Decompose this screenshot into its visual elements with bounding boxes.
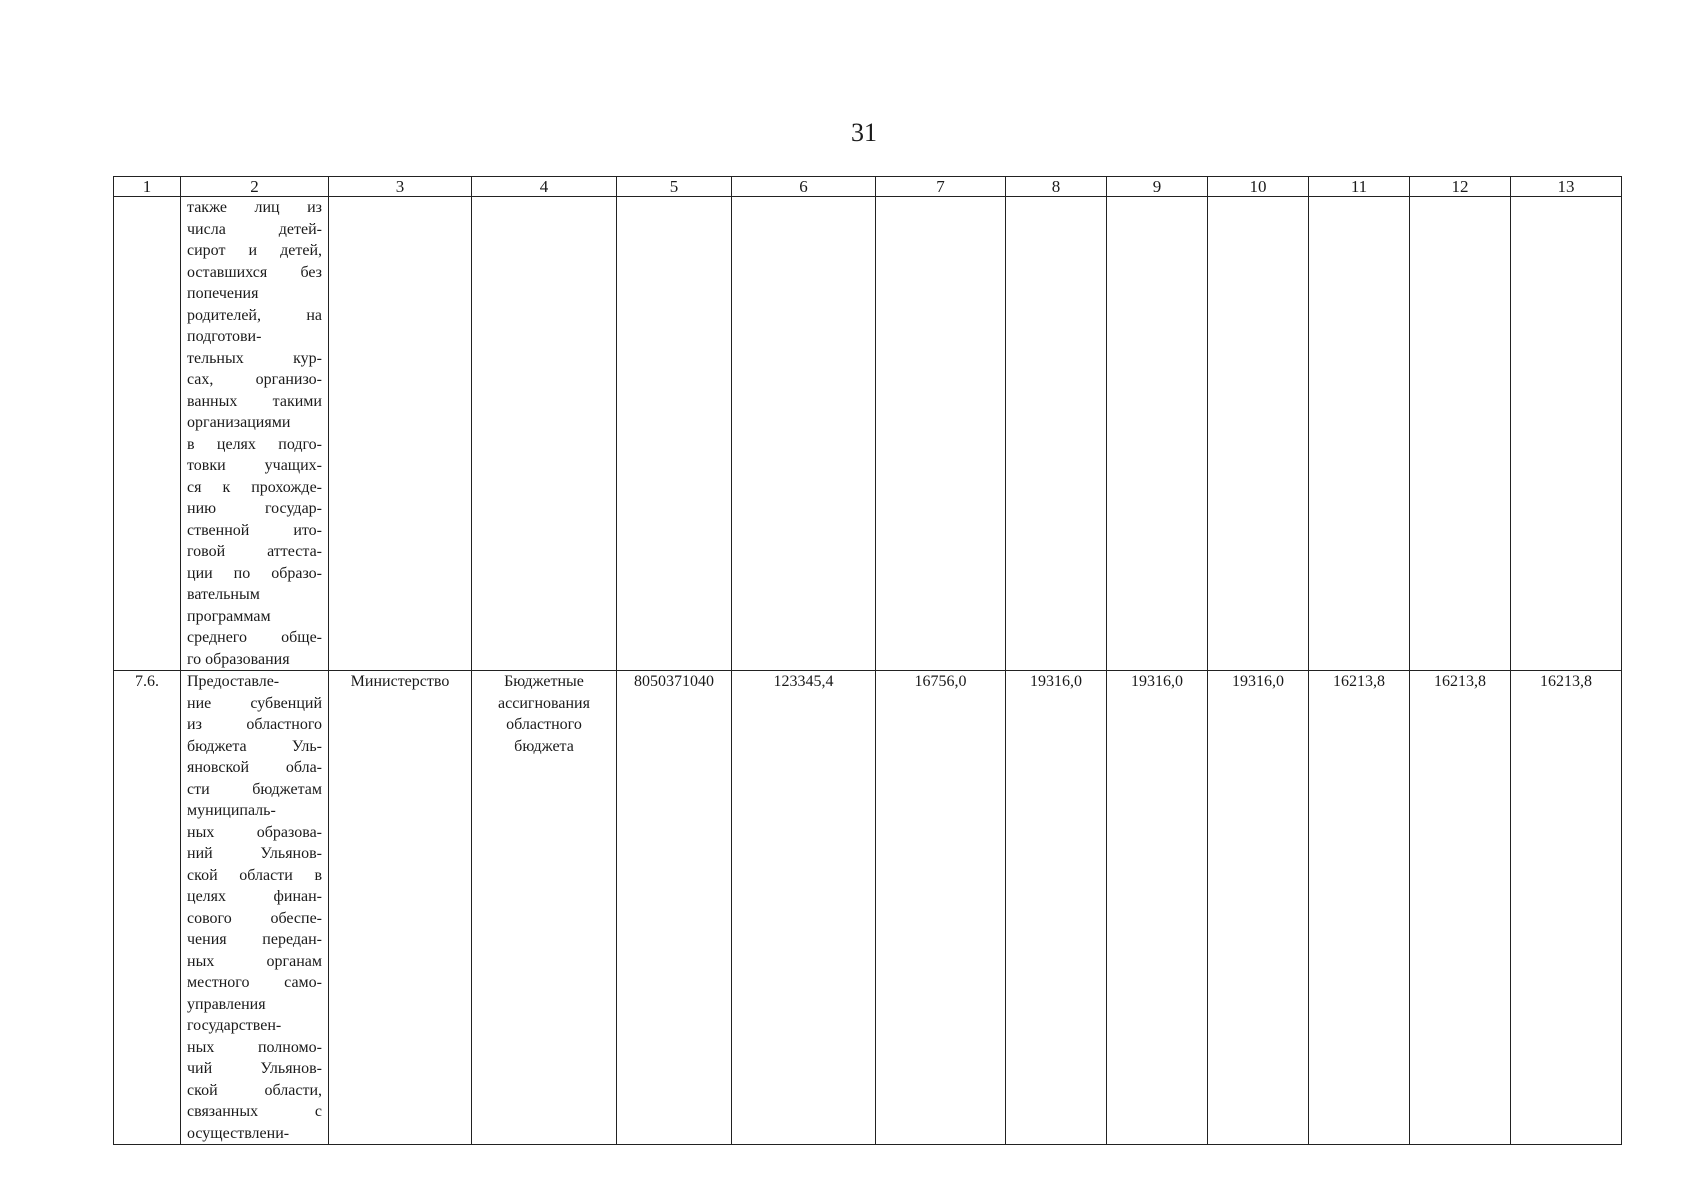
- cell-description: [181, 671, 329, 1145]
- cell-description: [181, 197, 329, 671]
- description-line: программам: [187, 607, 271, 625]
- cell-year-5: [1309, 197, 1410, 671]
- header-col-4: 4: [472, 177, 617, 197]
- description-line: осуществлени-: [187, 1124, 290, 1142]
- table-row-7-6: [114, 671, 1622, 1145]
- header-col-11: 11: [1309, 177, 1410, 197]
- header-col-2: 2: [181, 177, 329, 197]
- header-col-7: 7: [876, 177, 1006, 197]
- description-line: оставшихся без: [187, 263, 322, 281]
- description-line: ных образова-: [187, 823, 322, 841]
- page-number: 31: [851, 118, 877, 147]
- description-line: организациями: [187, 414, 291, 431]
- description-line: ской области,: [187, 1081, 322, 1099]
- description-line: чения передан-: [187, 931, 322, 948]
- description-line: муниципаль-: [187, 802, 276, 819]
- description-line: ных органам: [187, 952, 322, 970]
- cell-source: [472, 671, 617, 1145]
- header-col-10: 10: [1208, 177, 1309, 197]
- source-line: областного: [506, 716, 582, 733]
- description-line: ных полномо-: [187, 1038, 322, 1056]
- cell-year-1: [876, 197, 1006, 671]
- header-col-1: 1: [114, 177, 181, 197]
- description-line: ской области в: [187, 866, 322, 884]
- description-line: ние субвенций: [187, 694, 322, 712]
- cell-year-1: 16756,0: [876, 671, 1006, 1145]
- description-line: ственной ито-: [187, 521, 322, 539]
- description-line: сах, организо-: [187, 371, 322, 388]
- header-col-8: 8: [1006, 177, 1107, 197]
- description-line: сирот и детей,: [187, 242, 322, 259]
- cell-year-6: [1410, 197, 1511, 671]
- table-row-continuation: [114, 197, 1622, 671]
- cell-source: [472, 197, 617, 671]
- source-line: ассигнования: [498, 694, 590, 712]
- cell-executor: Министерство: [329, 671, 472, 1145]
- description-line: ванных такими: [187, 392, 322, 410]
- description-line: ции по образо-: [187, 564, 322, 582]
- description-line: из областного: [187, 716, 322, 733]
- cell-year-4: [1208, 197, 1309, 671]
- description-line: родителей, на: [187, 306, 322, 324]
- header-col-5: 5: [617, 177, 732, 197]
- cell-year-2: 19316,0: [1006, 671, 1107, 1145]
- cell-total: [732, 197, 876, 671]
- cell-year-3: 19316,0: [1107, 671, 1208, 1145]
- description-line: в целях подго-: [187, 435, 322, 453]
- cell-year-7: 16213,8: [1511, 671, 1622, 1145]
- description-line: числа детей-: [187, 220, 322, 238]
- description-line: целях финан-: [187, 888, 322, 905]
- cell-year-5: 16213,8: [1309, 671, 1410, 1145]
- cell-year-4: 19316,0: [1208, 671, 1309, 1145]
- header-col-13: 13: [1511, 177, 1622, 197]
- source-line: бюджета: [514, 737, 574, 755]
- description-line: среднего обще-: [187, 629, 322, 646]
- cell-year-3: [1107, 197, 1208, 671]
- description-line: чий Ульянов-: [187, 1060, 322, 1077]
- description-line: попечения: [187, 285, 259, 302]
- cell-code: [617, 197, 732, 671]
- description-line: го образования: [187, 650, 290, 668]
- description-line: яновской обла-: [187, 759, 322, 776]
- description-line: сти бюджетам: [187, 780, 322, 798]
- cell-executor: [329, 197, 472, 671]
- description-line: бюджета Уль-: [187, 737, 322, 755]
- description-line: местного само-: [187, 974, 322, 991]
- cell-year-2: [1006, 197, 1107, 671]
- budget-table: [113, 176, 1622, 1145]
- description-line: государствен-: [187, 1017, 282, 1034]
- description-line: товки учащих-: [187, 457, 322, 474]
- description-line: нию государ-: [187, 500, 322, 517]
- header-col-12: 12: [1410, 177, 1511, 197]
- description-line: говой аттеста-: [187, 543, 322, 560]
- description-line: управления: [187, 995, 266, 1013]
- description-line: тельных кур-: [187, 349, 322, 367]
- description-line: ся к прохожде-: [187, 478, 322, 496]
- description-line: ний Ульянов-: [187, 845, 322, 862]
- cell-year-6: 16213,8: [1410, 671, 1511, 1145]
- source-line: Бюджетные: [504, 673, 584, 690]
- description-line: вательным: [187, 586, 260, 603]
- cell-number: [114, 197, 181, 671]
- cell-year-7: [1511, 197, 1622, 671]
- description-line: сового обеспе-: [187, 909, 322, 927]
- description-line: подготови-: [187, 328, 262, 345]
- cell-total: 123345,4: [732, 671, 876, 1145]
- header-row: [114, 177, 1622, 197]
- header-col-3: 3: [329, 177, 472, 197]
- description-line: также лиц из: [187, 199, 322, 216]
- description-line: Предоставле-: [187, 673, 280, 690]
- cell-number: 7.6.: [114, 671, 181, 1145]
- header-col-9: 9: [1107, 177, 1208, 197]
- header-col-6: 6: [732, 177, 876, 197]
- cell-code: 8050371040: [617, 671, 732, 1145]
- description-line: связанных с: [187, 1103, 322, 1120]
